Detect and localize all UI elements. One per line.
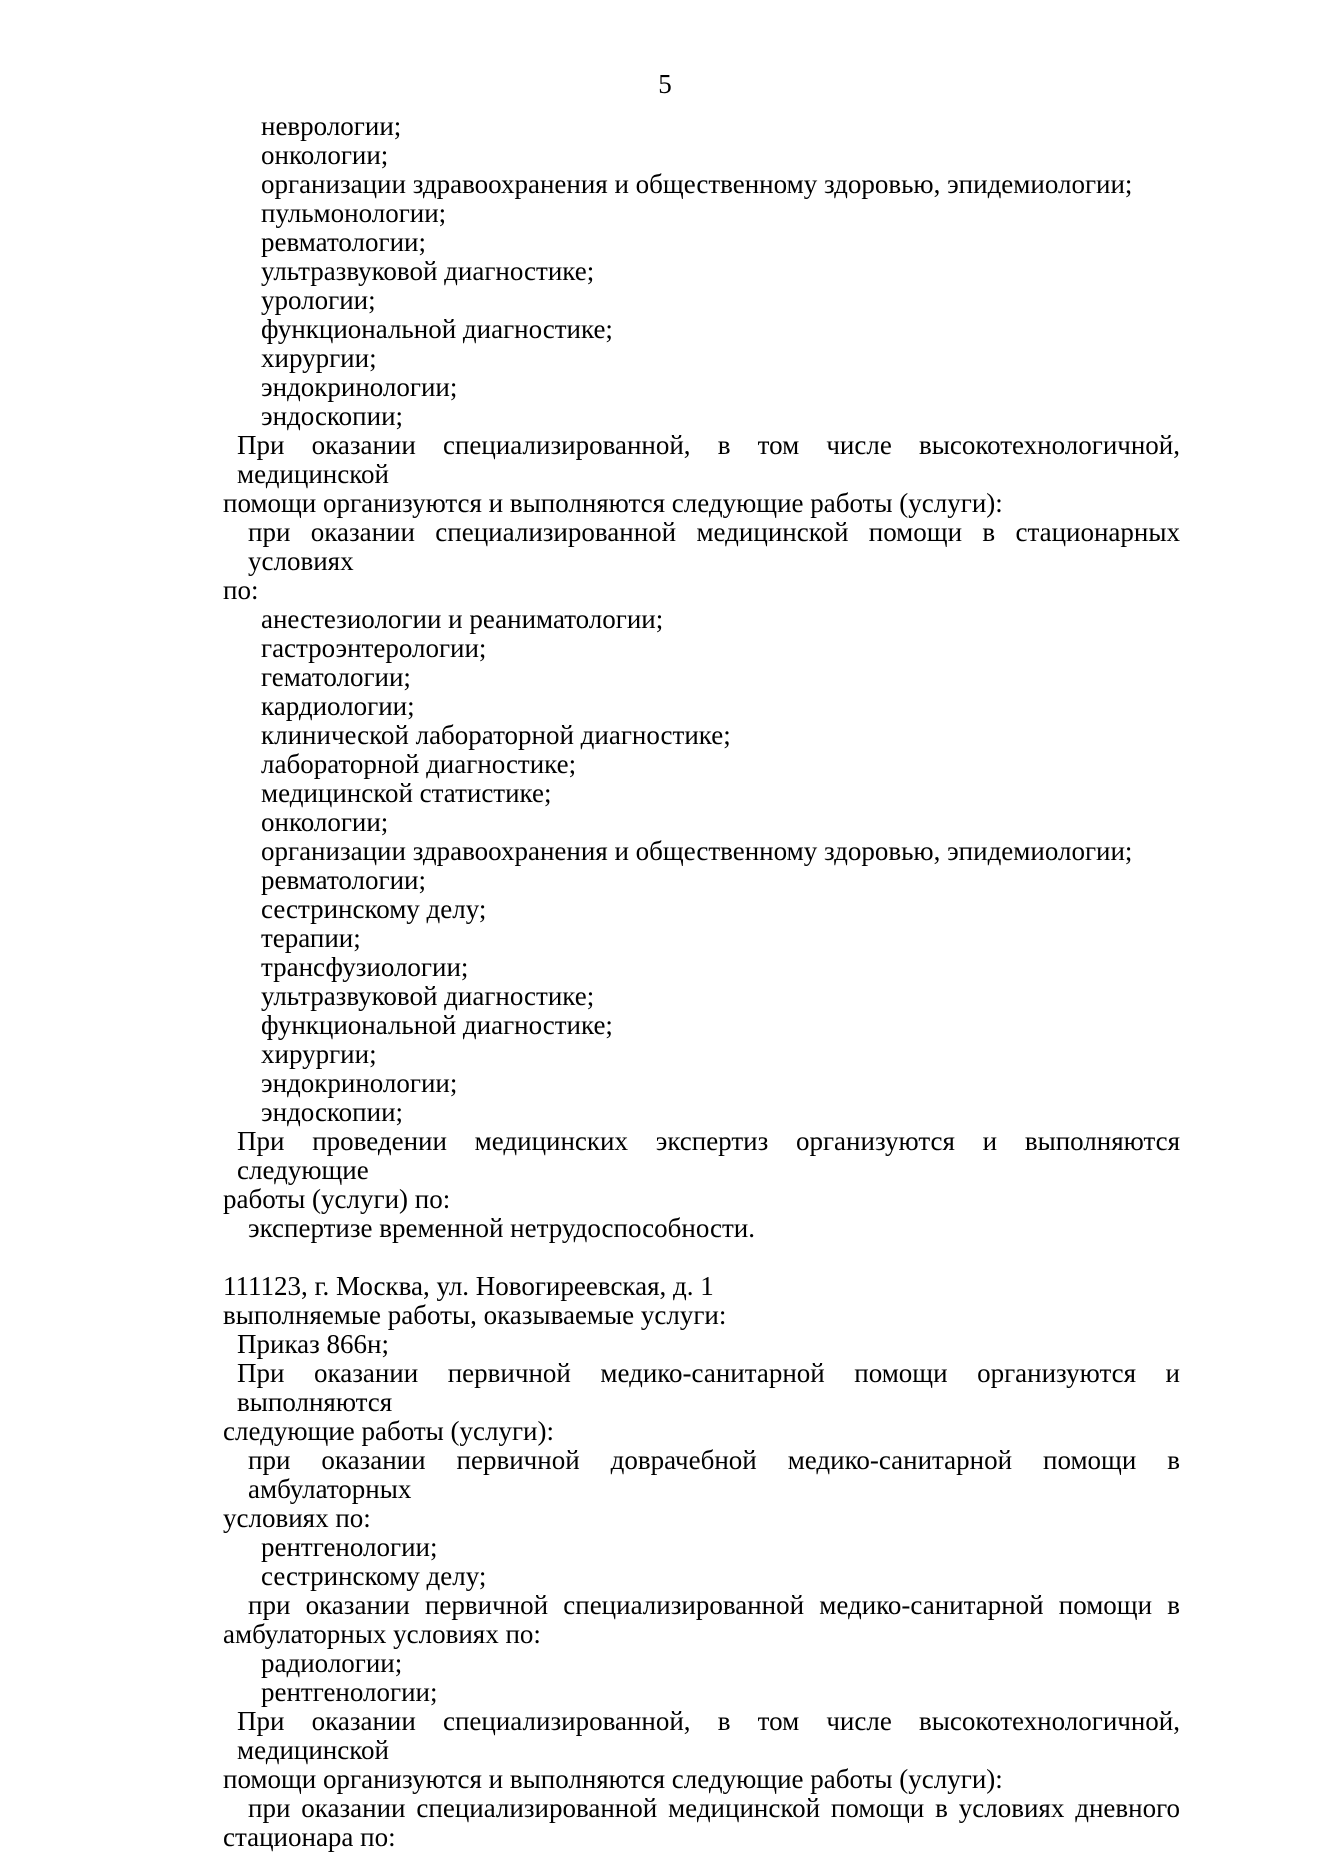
text-line: ультразвуковой диагностике; (261, 981, 595, 1011)
text-line: следующие работы (услуги): (223, 1416, 554, 1446)
text-line: неврологии; (261, 111, 402, 141)
text-line: лабораторной диагностике; (261, 749, 577, 779)
text-line: трансфузиологии; (261, 952, 469, 982)
page-number: 5 (658, 69, 672, 99)
text-line: при оказании первичной доврачебной медико-санитарной помощи в амбулаторных (248, 1445, 1180, 1504)
text-line: хирургии; (261, 343, 377, 373)
text-line: эндоскопии; (261, 401, 404, 431)
text-line: Приказ 866н; (237, 1329, 390, 1359)
text-line: функциональной диагностике; (261, 1010, 613, 1040)
document-content (223, 112, 1180, 1852)
text-line: медицинской статистике; (261, 778, 552, 808)
text-line: При оказании специализированной, в том числе высокотехнологичной, медицинской (237, 430, 1180, 489)
text-line: пульмонологии; (261, 198, 447, 228)
text-line: рентгенологии; (261, 1532, 438, 1562)
text-line: ревматологии; (261, 865, 426, 895)
text-line: онкологии; (261, 807, 389, 837)
text-line: при оказании специализированной медицинской помощи в стационарных условиях (248, 517, 1180, 576)
text-line: 111123, г. Москва, ул. Новогиреевская, д. 1 (223, 1271, 714, 1301)
text-line: хирургии; (261, 1039, 377, 1069)
text-line: организации здравоохранения и общественному здоровью, эпидемиологии; (261, 836, 1133, 866)
text-line: работы (услуги) по: (223, 1184, 451, 1214)
text-line: урологии; (261, 285, 376, 315)
text-line: эндокринологии; (261, 372, 458, 402)
text-line: помощи организуются и выполняются следующие работы (услуги): (223, 1764, 1003, 1794)
text-line: эндоскопии; (261, 1097, 404, 1127)
text-line: выполняемые работы, оказываемые услуги: (223, 1300, 727, 1330)
text-line: онкологии; (261, 140, 389, 170)
text-line: клинической лабораторной диагностике; (261, 720, 731, 750)
text-line: при оказании специализированной медицинской помощи в условиях дневного (248, 1793, 1180, 1823)
text-line: анестезиологии и реаниматологии; (261, 604, 664, 634)
text-line: экспертизе временной нетрудоспособности. (248, 1213, 755, 1243)
text-line: условиях по: (223, 1503, 371, 1533)
text-line: ревматологии; (261, 227, 426, 257)
text-line: организации здравоохранения и общественному здоровью, эпидемиологии; (261, 169, 1133, 199)
text-line: сестринскому делу; (261, 894, 487, 924)
text-line: ультразвуковой диагностике; (261, 256, 595, 286)
text-line: рентгенологии; (261, 1677, 438, 1707)
text-line: При оказании специализированной, в том числе высокотехнологичной, медицинской (237, 1706, 1180, 1765)
text-line: при оказании первичной специализированной медико-санитарной помощи в (248, 1590, 1180, 1620)
text-line: стационара по: (223, 1822, 396, 1852)
text-line: гематологии; (261, 662, 411, 692)
text-line: амбулаторных условиях по: (223, 1619, 541, 1649)
text-line: радиологии; (261, 1648, 403, 1678)
blank-line (223, 1243, 1180, 1272)
text-line: сестринскому делу; (261, 1561, 487, 1591)
text-line: по: (223, 575, 259, 605)
text-line: кардиологии; (261, 691, 415, 721)
text-line: эндокринологии; (261, 1068, 458, 1098)
text-line: При проведении медицинских экспертиз организуются и выполняются следующие (237, 1126, 1180, 1185)
text-line: При оказании первичной медико-санитарной помощи организуются и выполняются (237, 1358, 1180, 1417)
text-line: функциональной диагностике; (261, 314, 613, 344)
text-line: помощи организуются и выполняются следующие работы (услуги): (223, 488, 1003, 518)
text-line: терапии; (261, 923, 361, 953)
text-line: гастроэнтерологии; (261, 633, 487, 663)
